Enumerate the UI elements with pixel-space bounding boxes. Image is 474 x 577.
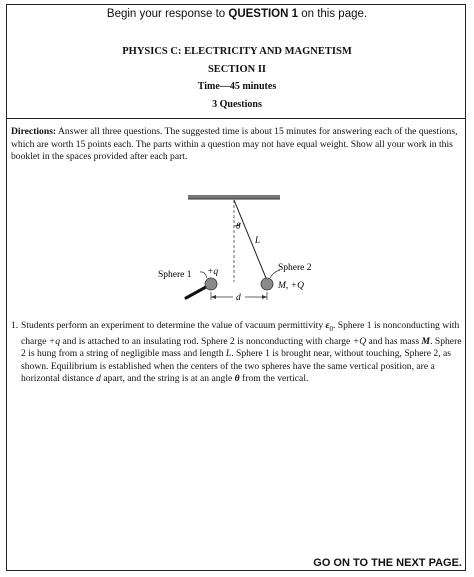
page-header [0, 8, 474, 20]
question-text-run: L [225, 348, 232, 360]
question-text-run: . Sphere 2 is hung from a string of negligible mass and length [21, 335, 462, 360]
pendulum-diagram [0, 186, 474, 316]
question-text-run: . Sphere 1 is nonconducting with charge [21, 320, 460, 347]
header-question-ref: QUESTION 1 [228, 8, 299, 20]
insulating-rod [186, 287, 206, 298]
header-suffix: on this page. [298, 8, 368, 20]
sphere-2-mass-charge: M, +Q [278, 281, 304, 291]
question-text-run: M [421, 335, 431, 347]
question-text-run: and is attached to an insulating rod. Sphere 2 is nonconducting with charge [60, 335, 353, 347]
ceiling-bar [188, 195, 280, 199]
question-text-run: ε [325, 320, 330, 331]
question-text-run: apart, and the string is at an angle [100, 373, 235, 385]
question-text-run: 0 [329, 324, 333, 333]
question-text-run: Students perform an experiment to determine the value of vacuum permittivity [21, 320, 326, 331]
header-prefix: Begin your response to [106, 8, 229, 20]
pendulum-string [234, 200, 266, 278]
distance-arrow-left [211, 295, 216, 299]
divider-rule [6, 118, 466, 119]
exam-subject-title: PHYSICS C: ELECTRICITY AND MAGNETISM [122, 46, 352, 57]
sphere-2-label: Sphere 2 [278, 263, 312, 273]
sphere-1-label: Sphere 1 [158, 270, 192, 280]
time-limit: Time—45 minutes [197, 81, 277, 92]
next-page-footer: GO ON TO THE NEXT PAGE. [313, 557, 462, 569]
directions-label: Directions: [11, 126, 57, 137]
question-1 [11, 320, 463, 386]
question-count: 3 Questions [212, 99, 262, 110]
distance-arrow-right [262, 295, 267, 299]
length-label: L [255, 235, 261, 245]
question-text-run: θ [234, 373, 240, 385]
sphere-2 [261, 278, 273, 290]
question-text-run: +Q [352, 335, 367, 347]
sphere-1-leader [200, 272, 207, 278]
question-text-run: and has mass [366, 335, 422, 347]
sphere-1-charge: +q [207, 267, 219, 277]
distance-label: d [236, 293, 241, 303]
sphere-1 [205, 278, 217, 290]
question-text-run: +q [48, 335, 61, 347]
question-text-run: from the vertical. [239, 373, 309, 385]
question-number: 1. [11, 320, 19, 331]
theta-label: θ [236, 221, 241, 231]
directions-paragraph [11, 126, 461, 164]
question-text-run: . Sphere 1 is brought near, without touching, Sphere 2, as shown. Equilibrium is established when the centers of the two spheres have the same vertical position, are a horizontal distance [21, 348, 451, 385]
question-text [21, 320, 463, 386]
directions-text: Answer all three questions. The suggested time is about 15 minutes for answering each of the questions, which are worth 15 points each. The parts within a question may not have equal weight. Show all your work in this booklet in the spaces provided after each part. [11, 126, 458, 162]
section-title: SECTION II [207, 64, 267, 75]
question-text-run: d [96, 373, 101, 385]
